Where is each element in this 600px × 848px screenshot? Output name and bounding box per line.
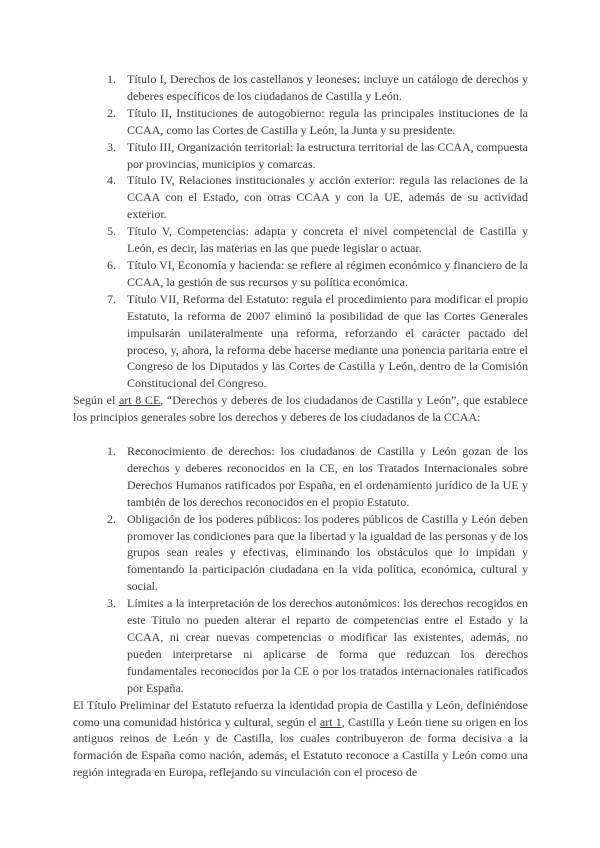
list-number: 4. xyxy=(107,173,116,188)
list-item xyxy=(73,511,528,596)
list-number: 5. xyxy=(107,224,116,239)
document-page xyxy=(73,71,528,781)
list-text: Título VII, Reforma del Estatuto: regula el procedimiento para modificar el propio Estatuto, la reforma de 2007 eliminó la posibilidad de que las Cortes Generales impulsarán unilateralmente una reforma, reforzando el carácter pactado del proceso, y, ahora, la reforma debe hacerse mediante una ponencia paritaria entre el Congreso de los Diputados y las Cortes de Castilla y León, dentro de la Comisión Constitucional del Congreso. xyxy=(127,291,528,391)
list-text: Título II, Instituciones de autogobierno: regula las principales instituciones de la CCAA, como las Cortes de Castilla y León, la Junta y su presidente. xyxy=(127,105,528,137)
list-item xyxy=(73,257,528,291)
titles-list xyxy=(73,71,528,392)
list-number: 1. xyxy=(107,444,116,459)
list-text: Título I, Derechos de los castellanos y leoneses: incluye un catálogo de derechos y deberes específicos de los ciudadanos de Castilla y León. xyxy=(127,72,528,103)
list-number: 3. xyxy=(107,139,116,154)
list-text: Límites a la interpretación de los derechos autonómicos: los derechos recogidos en este Título no pueden alterar el reparto de competencias entre el Estado y la CCAA, ni crear nuevas competencias o modificar las existentes, además, no pueden interpretarse ni aplicarse de forma que reduzcan los derechos fundamentales reconocidos por la CE o por los tratados internacionales ratificados por España. xyxy=(127,596,528,695)
list-text: Título III, Organización territorial: la estructura territorial de las CCAA, compuesta por provincias, municipios y comarcas. xyxy=(127,139,528,171)
principles-list xyxy=(73,443,528,697)
list-number: 2. xyxy=(107,511,116,526)
list-item xyxy=(73,105,528,139)
list-item xyxy=(73,139,528,173)
para-text: El Título Preliminar del Estatuto refuerza la identidad propia de Castilla y León, definiéndose como una comunidad histórica y cultural, según el xyxy=(73,697,528,729)
list-text: Obligación de los poderes públicos: los poderes públicos de Castilla y León deben promover las condiciones para que la libertad y la igualdad de las personas y de los grupos sean reales y efectivas, eliminando los obstáculos que lo impidan y fomentando la participación ciudadana en la vida política, económica, cultural y social. xyxy=(127,511,528,594)
list-item xyxy=(73,71,528,105)
para-text: , Castilla y León tiene su origen en los antiguos reinos de León y de Castilla, los cuales contribuyeron de forma decisiva a la formación de España como nación, además, el Estatuto reconoce a Castilla y León como una región integrada en Europa, reflejando su vinculación con el proceso de xyxy=(73,714,529,780)
list-text: Reconocimiento de derechos: los ciudadanos de Castilla y León gozan de los derechos y deberes reconocidos en la CE, en los Tratados Internacionales sobre Derechos Humanos ratificados por España, en el ordenamiento jurídico de la UE y también de los derechos reconocidos en el propio Estatuto. xyxy=(127,444,528,509)
para-text: , “Derechos y deberes de los ciudadanos de Castilla y León”, que establece los principios generales sobre los derechos y deberes de los ciudadanos de la CCAA: xyxy=(73,393,528,425)
list-text: Título IV, Relaciones institucionales y acción exterior: regula las relaciones de la CCAA con el Estado, con otras CCAA y con la UE, además de su actividad exterior. xyxy=(127,173,528,222)
list-item xyxy=(73,291,528,392)
list-number: 2. xyxy=(107,105,116,120)
list-text: Título VI, Economía y hacienda: se refiere al régimen económico y financiero de la CCAA, la gestión de sus recursos y su política económica. xyxy=(127,257,528,289)
list-text: Título V, Competencias: adapta y concreta el nivel competencial de Castilla y León, es decir, las materias en las que puede legislar o actuar. xyxy=(127,224,528,256)
list-number: 7. xyxy=(107,291,116,306)
art8-link[interactable]: art 8 CE xyxy=(118,393,161,408)
para-text: Según el xyxy=(73,393,119,408)
art1-link[interactable]: art 1 xyxy=(319,714,342,729)
paragraph-preliminar xyxy=(73,697,528,782)
list-number: 6. xyxy=(107,257,116,272)
list-item xyxy=(73,443,528,511)
list-item xyxy=(73,172,528,223)
paragraph-art8 xyxy=(73,392,528,426)
spacer xyxy=(73,426,528,443)
list-number: 3. xyxy=(107,596,116,611)
list-number: 1. xyxy=(107,72,116,86)
list-item xyxy=(73,595,528,696)
list-item xyxy=(73,223,528,257)
